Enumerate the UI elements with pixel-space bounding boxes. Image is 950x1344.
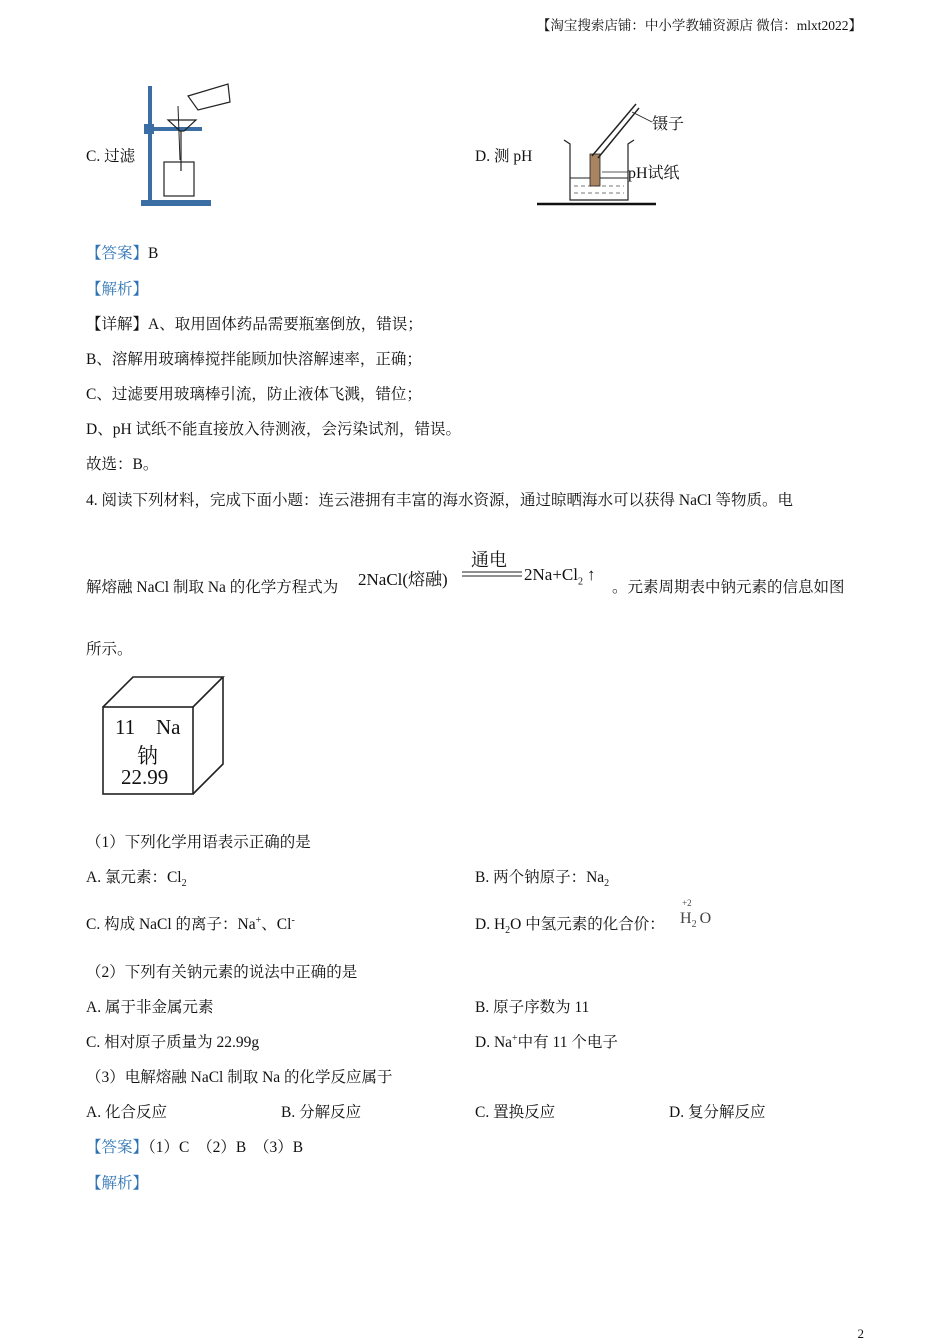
detail-line-a (86, 312, 423, 334)
sub1-d-text: D. H (475, 916, 506, 933)
valence-formula-o: O (699, 910, 712, 927)
sub1-b-subscript: 2 (604, 878, 610, 890)
q4-analysis-tag: 【解析】 (86, 1175, 149, 1192)
filtration-apparatus-figure (136, 76, 236, 210)
sub1-option-b (475, 865, 609, 889)
answer-tag: 【答案】 (86, 245, 149, 262)
sub2-option-b: B. 原子序数为 11 (475, 999, 590, 1016)
sub3-option-c: C. 置换反应 (475, 1104, 556, 1121)
q4-answer-value: （1）C （2）B （3）B (148, 1139, 304, 1156)
analysis-tag: 【解析】 (86, 281, 149, 298)
sub1-a-subscript: 2 (181, 878, 187, 890)
sub3-option-b: B. 分解反应 (281, 1104, 362, 1121)
valence-formula (680, 910, 711, 930)
equation-products: 2Na+Cl (524, 565, 578, 584)
valence-mark: +2 (682, 898, 692, 908)
element-name: 钠 (137, 744, 158, 768)
page-number: 2 (857, 1326, 864, 1341)
sub2-d-post: 中有 11 个电子 (517, 1034, 618, 1051)
equation-right (524, 565, 595, 587)
detail-line-d: D、pH 试纸不能直接放入待测液，会污染试剂，错误。 (86, 421, 462, 438)
q4-answer-tag: 【答案】 (86, 1139, 149, 1156)
equation-gas-arrow: ↑ (586, 565, 596, 584)
label-tweezers: 镊子 (652, 116, 685, 133)
equation-left: 2NaCl(熔融) (358, 570, 448, 589)
sub1-c-sup2: - (291, 914, 295, 926)
sub1-stem: （1）下列化学用语表示正确的是 (86, 834, 311, 851)
sub2-option-c: C. 相对原子质量为 22.99g (86, 1034, 260, 1051)
element-symbol: Na (156, 715, 181, 739)
label-ph-paper: pH试纸 (628, 165, 680, 182)
q4-intro: 4. 阅读下列材料，完成下面小题：连云港拥有丰富的海水资源，通过晾晒海水可以获得 NaCl 等物质。电 (86, 492, 793, 509)
detail-tag: 【详解】 (86, 316, 149, 333)
equation-condition: 通电 (471, 550, 507, 571)
conclusion: 故选：B。 (86, 456, 159, 473)
sub1-d-post: O 中氢元素的化合价： (510, 916, 665, 933)
sub1-option-a (86, 865, 187, 889)
detail-line-b: B、溶解用玻璃棒搅拌能顾加快溶解速率，正确； (86, 351, 422, 368)
answer-value: B (148, 245, 159, 262)
sub1-c-text: C. 构成 NaCl 的离子：Na (86, 916, 256, 933)
q4-answer-line (86, 1135, 303, 1157)
sub1-option-c (86, 912, 295, 934)
sub2-d-text: D. Na (475, 1034, 513, 1051)
option-c-filtration: C. 过滤 (86, 148, 136, 165)
ph-test-figure (532, 100, 660, 212)
sub2-option-a: A. 属于非金属元素 (86, 999, 214, 1016)
valence-formula-h: H (680, 910, 692, 927)
q4-line2-pre: 解熔融 NaCl 制取 Na 的化学方程式为 (86, 579, 339, 596)
equation-equals-sign (462, 570, 522, 578)
valence-formula-sub: 2 (691, 919, 697, 931)
detail-line-c: C、过滤要用玻璃棒引流，防止液体飞溅，错位； (86, 386, 422, 403)
element-number: 11 (115, 715, 136, 739)
page-header: 【淘宝搜索店铺：中小学教辅资源店 微信：mlxt2022】 (536, 18, 862, 33)
q4-line3: 所示。 (86, 641, 133, 658)
sub1-c-mid: 、Cl (261, 916, 292, 933)
sub2-option-d (475, 1030, 618, 1052)
q3-answer-line (86, 241, 158, 263)
sub1-a-text: A. 氯元素：Cl (86, 869, 182, 886)
option-d-ph: D. 测 pH (475, 148, 533, 165)
sub2-d-sup: + (512, 1032, 518, 1044)
sub3-stem: （3）电解熔融 NaCl 制取 Na 的化学反应属于 (86, 1069, 393, 1086)
detail-a-text: A、取用固体药品需要瓶塞倒放，错误； (148, 316, 423, 333)
sub1-d-subscript: 2 (505, 925, 511, 937)
sub1-c-sup1: + (255, 914, 262, 926)
q4-line2-post: 。元素周期表中钠元素的信息如图 (612, 579, 845, 596)
sub3-option-a: A. 化合反应 (86, 1104, 167, 1121)
sub1-b-text: B. 两个钠原子：Na (475, 869, 605, 886)
element-mass: 22.99 (121, 765, 169, 789)
sub3-option-d: D. 复分解反应 (669, 1104, 766, 1121)
sub1-option-d (475, 912, 665, 936)
equation-subscript: 2 (577, 576, 583, 588)
sub2-stem: （2）下列有关钠元素的说法中正确的是 (86, 964, 358, 981)
